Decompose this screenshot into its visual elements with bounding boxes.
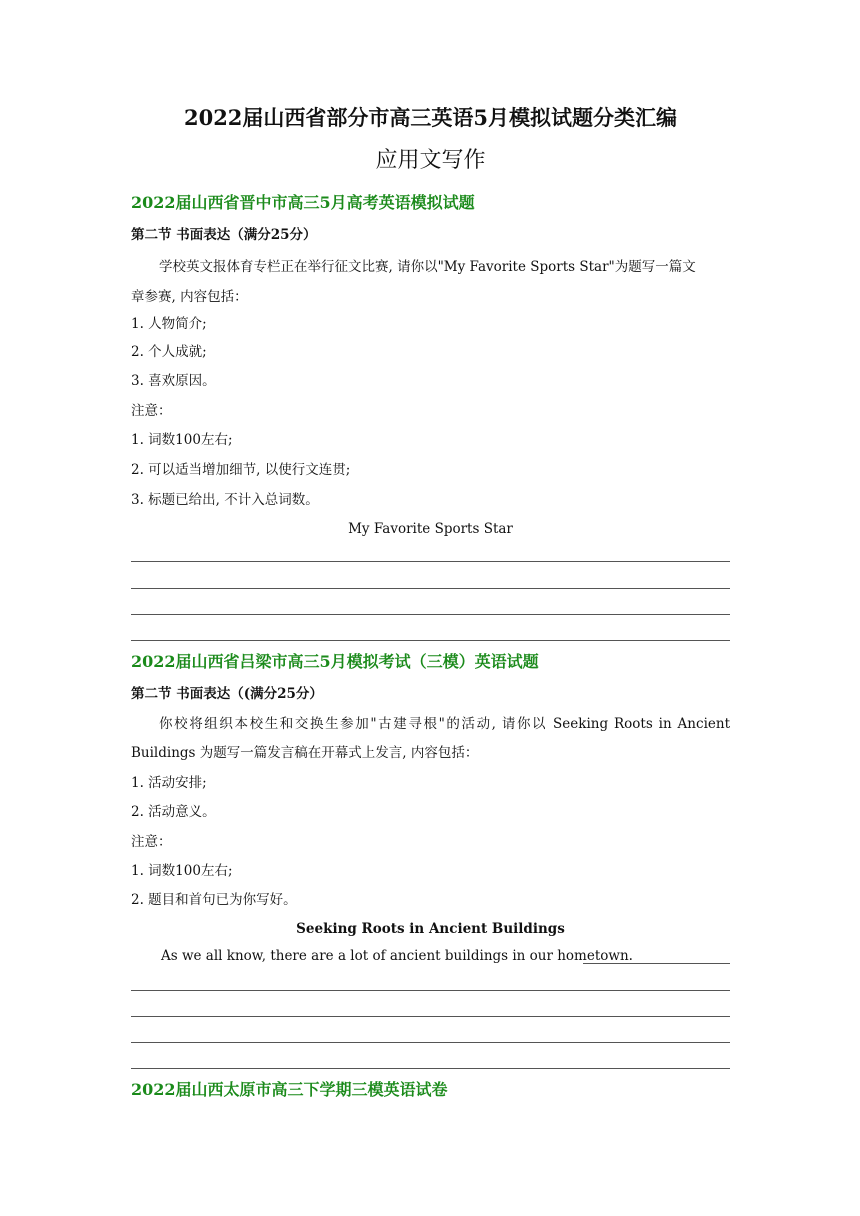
content-item: 3. 喜欢原因。 (131, 373, 216, 389)
prompt-line: Buildings 为题写一篇发言稿在开幕式上发言, 内容包括： (131, 745, 479, 761)
answer-line (131, 1068, 730, 1069)
prompt-line: 学校英文报体育专栏正在举行征文比赛, 请你以"My Favorite Sports Star"为题写一篇文 (159, 259, 696, 275)
prompt-line: 章参赛, 内容包括： (131, 289, 248, 305)
notes-label: 注意： (131, 403, 172, 419)
prompt-line: 你校将组织本校生和交换生参加"古建寻根"的活动, 请你以 Seeking Roots in Ancient (159, 716, 730, 732)
section-heading-taiyuan: 2022届山西太原市高三下学期三模英语试卷 (131, 1080, 448, 1099)
first-sentence: As we all know, there are a lot of ancient buildings in our hometown. (161, 948, 633, 964)
answer-line (131, 640, 730, 641)
notes-label: 注意： (131, 834, 172, 850)
content-item: 2. 活动意义。 (131, 804, 216, 820)
answer-line (131, 588, 730, 589)
section-heading-jinzhong: 2022届山西省晋中市高三5月高考英语模拟试题 (131, 193, 475, 212)
part-heading: 第二节 书面表达（(满分25分） (131, 686, 323, 702)
answer-line (131, 990, 730, 991)
answer-line (131, 561, 730, 562)
content-item: 1. 人物简介; (131, 316, 207, 332)
answer-line (131, 614, 730, 615)
essay-title: Seeking Roots in Ancient Buildings (296, 921, 565, 937)
note-item: 1. 词数100左右; (131, 863, 233, 879)
note-item: 2. 可以适当增加细节, 以使行文连贯; (131, 462, 351, 478)
note-item: 1. 词数100左右; (131, 432, 233, 448)
document-title: 2022届山西省部分市高三英语5月模拟试题分类汇编 (183, 105, 678, 130)
note-item: 3. 标题已给出, 不计入总词数。 (131, 492, 319, 508)
content-item: 1. 活动安排; (131, 775, 207, 791)
answer-line (583, 963, 730, 964)
note-item: 2. 题目和首句已为你写好。 (131, 892, 297, 908)
document-subtitle: 应用文写作 (375, 148, 486, 173)
essay-title: My Favorite Sports Star (348, 521, 513, 537)
answer-line (131, 1042, 730, 1043)
answer-line (131, 1016, 730, 1017)
part-heading: 第二节 书面表达（满分25分） (131, 227, 317, 243)
content-item: 2. 个人成就; (131, 344, 207, 360)
section-heading-lvliang: 2022届山西省吕梁市高三5月模拟考试（三模）英语试题 (131, 652, 539, 671)
